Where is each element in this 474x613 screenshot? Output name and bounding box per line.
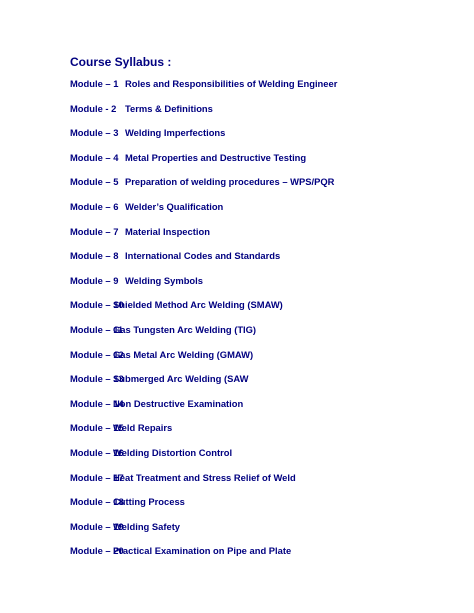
page-title: Course Syllabus : (70, 55, 172, 69)
list-item (70, 226, 337, 251)
module-title: Shielded Method Arc Welding (SMAW) (113, 299, 283, 311)
module-title: Welding Safety (113, 520, 181, 532)
module-number: Module – 9 (70, 274, 119, 286)
module-title: Preparation of welding procedures – WPS/PQR (125, 176, 335, 188)
module-title: Weld Repairs (113, 422, 173, 434)
module-title: Non Destructive Examination (113, 397, 244, 409)
list-item (70, 521, 337, 546)
module-number: Module – 17 (70, 471, 124, 483)
module-number: Module – 7 (70, 225, 119, 237)
list-item (70, 299, 337, 324)
module-number: Module – 5 (70, 176, 119, 188)
list-item (70, 472, 337, 497)
list-item (70, 201, 337, 226)
list-item (70, 103, 337, 128)
module-title: Welder’s Qualification (125, 200, 224, 212)
module-number: Module – 12 (70, 348, 124, 360)
module-number: Module – 13 (70, 373, 124, 385)
list-item (70, 324, 337, 349)
module-number: Module – 15 (70, 422, 124, 434)
list-item (70, 422, 337, 447)
module-title: Terms & Definitions (125, 102, 213, 114)
module-number: Module – 14 (70, 397, 124, 409)
module-title: Practical Examination on Pipe and Plate (113, 545, 292, 557)
list-item (70, 250, 337, 275)
module-title: Gas Tungsten Arc Welding (TIG) (113, 323, 257, 335)
module-title: Material Inspection (125, 225, 210, 237)
module-number: Module – 6 (70, 200, 119, 212)
list-item (70, 398, 337, 423)
module-title: Submerged Arc Welding (SAW (113, 373, 249, 385)
list-item (70, 78, 337, 103)
module-number: Module – 18 (70, 496, 124, 508)
module-title: International Codes and Standards (125, 250, 281, 262)
module-list (70, 78, 337, 570)
module-title: Gas Metal Arc Welding (GMAW) (113, 348, 254, 360)
list-item (70, 545, 337, 570)
module-title: Welding Imperfections (125, 127, 226, 139)
module-number: Module - 2 (70, 102, 117, 114)
module-number: Module – 3 (70, 127, 119, 139)
list-item (70, 349, 337, 374)
list-item (70, 275, 337, 300)
module-number: Module – 4 (70, 151, 119, 163)
module-title: Metal Properties and Destructive Testing (125, 151, 307, 163)
list-item (70, 496, 337, 521)
module-number: Module – 20 (70, 545, 124, 557)
module-title: Cutting Process (113, 496, 185, 508)
module-title: Welding Symbols (125, 274, 203, 286)
list-item (70, 373, 337, 398)
module-number: Module – 1 (70, 78, 119, 89)
module-title: Heat Treatment and Stress Relief of Weld (113, 471, 296, 483)
list-item (70, 127, 337, 152)
module-number: Module – 11 (70, 323, 124, 335)
module-title: Roles and Responsibilities of Welding Engineer (125, 78, 338, 89)
list-item (70, 152, 337, 177)
list-item (70, 176, 337, 201)
module-number: Module – 19 (70, 520, 124, 532)
module-number: Module – 10 (70, 299, 124, 311)
module-number: Module – 8 (70, 250, 119, 262)
list-item (70, 447, 337, 472)
module-number: Module – 16 (70, 446, 124, 458)
module-title: Welding Distortion Control (113, 446, 233, 458)
